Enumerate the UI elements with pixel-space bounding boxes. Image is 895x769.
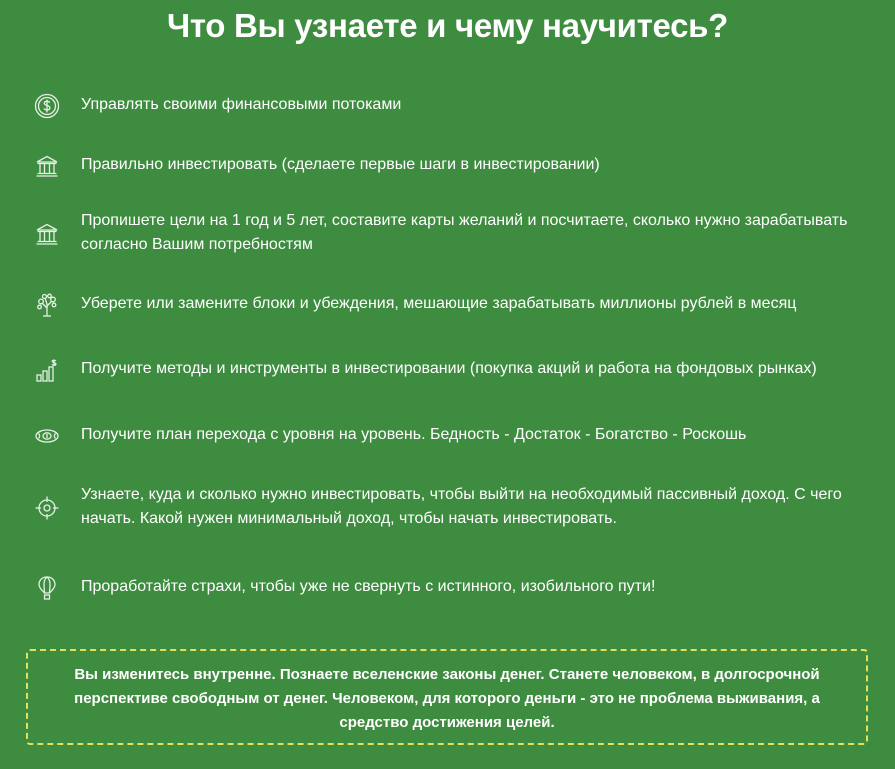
item-text: Уберете или замените блоки и убеждения, мешающие зарабатывать миллионы рублей в месяц bbox=[81, 295, 797, 312]
list-item bbox=[34, 153, 874, 183]
list-item bbox=[34, 483, 874, 533]
item-text: Получите методы и инструменты в инвестировании (покупка акций и работа на фондовых рынках) bbox=[81, 360, 817, 377]
item-text: Пропишете цели на 1 год и 5 лет, составите карты желаний и посчитаете, сколько нужно зарабатывать согласно Вашим потребностям bbox=[81, 212, 848, 253]
bank-building-icon bbox=[34, 153, 60, 179]
list-item bbox=[34, 292, 874, 322]
item-text: Проработайте страхи, чтобы уже не свернуть с истинного, изобильного пути! bbox=[81, 578, 656, 595]
banknote-icon bbox=[34, 423, 60, 449]
money-tree-icon bbox=[34, 292, 60, 318]
item-text: Получите план перехода с уровня на уровень. Бедность - Достаток - Богатство - Роскошь bbox=[81, 426, 747, 443]
summary-text: Вы изменитесь внутренне. Познаете вселенские законы денег. Станете человеком, в долгосрочной перспективе свободным от денег. Человеком, для которого деньги - это не проблема выживания, а средство достижения целей. bbox=[74, 666, 820, 731]
page-title: Что Вы узнаете и чему научитесь? bbox=[166, 7, 729, 44]
item-text: Управлять своими финансовыми потоками bbox=[81, 96, 402, 113]
growth-chart-icon bbox=[34, 357, 60, 383]
list-item bbox=[34, 357, 874, 387]
item-text: Узнаете, куда и сколько нужно инвестировать, чтобы выйти на необходимый пассивный доход. С чего начать. Какой нужен минимальный доход, чтобы начать инвестировать. bbox=[81, 486, 842, 527]
list-item bbox=[34, 93, 874, 123]
list-item bbox=[34, 423, 874, 453]
hot-air-balloon-icon bbox=[34, 575, 60, 601]
target-crosshair-icon bbox=[34, 495, 60, 521]
item-text: Правильно инвестировать (сделаете первые шаги в инвестировании) bbox=[81, 156, 600, 173]
list-item bbox=[34, 575, 874, 605]
dollar-coin-icon bbox=[34, 93, 60, 119]
summary-callout bbox=[26, 649, 868, 745]
bank-building-icon bbox=[34, 221, 60, 247]
list-item bbox=[34, 209, 874, 259]
